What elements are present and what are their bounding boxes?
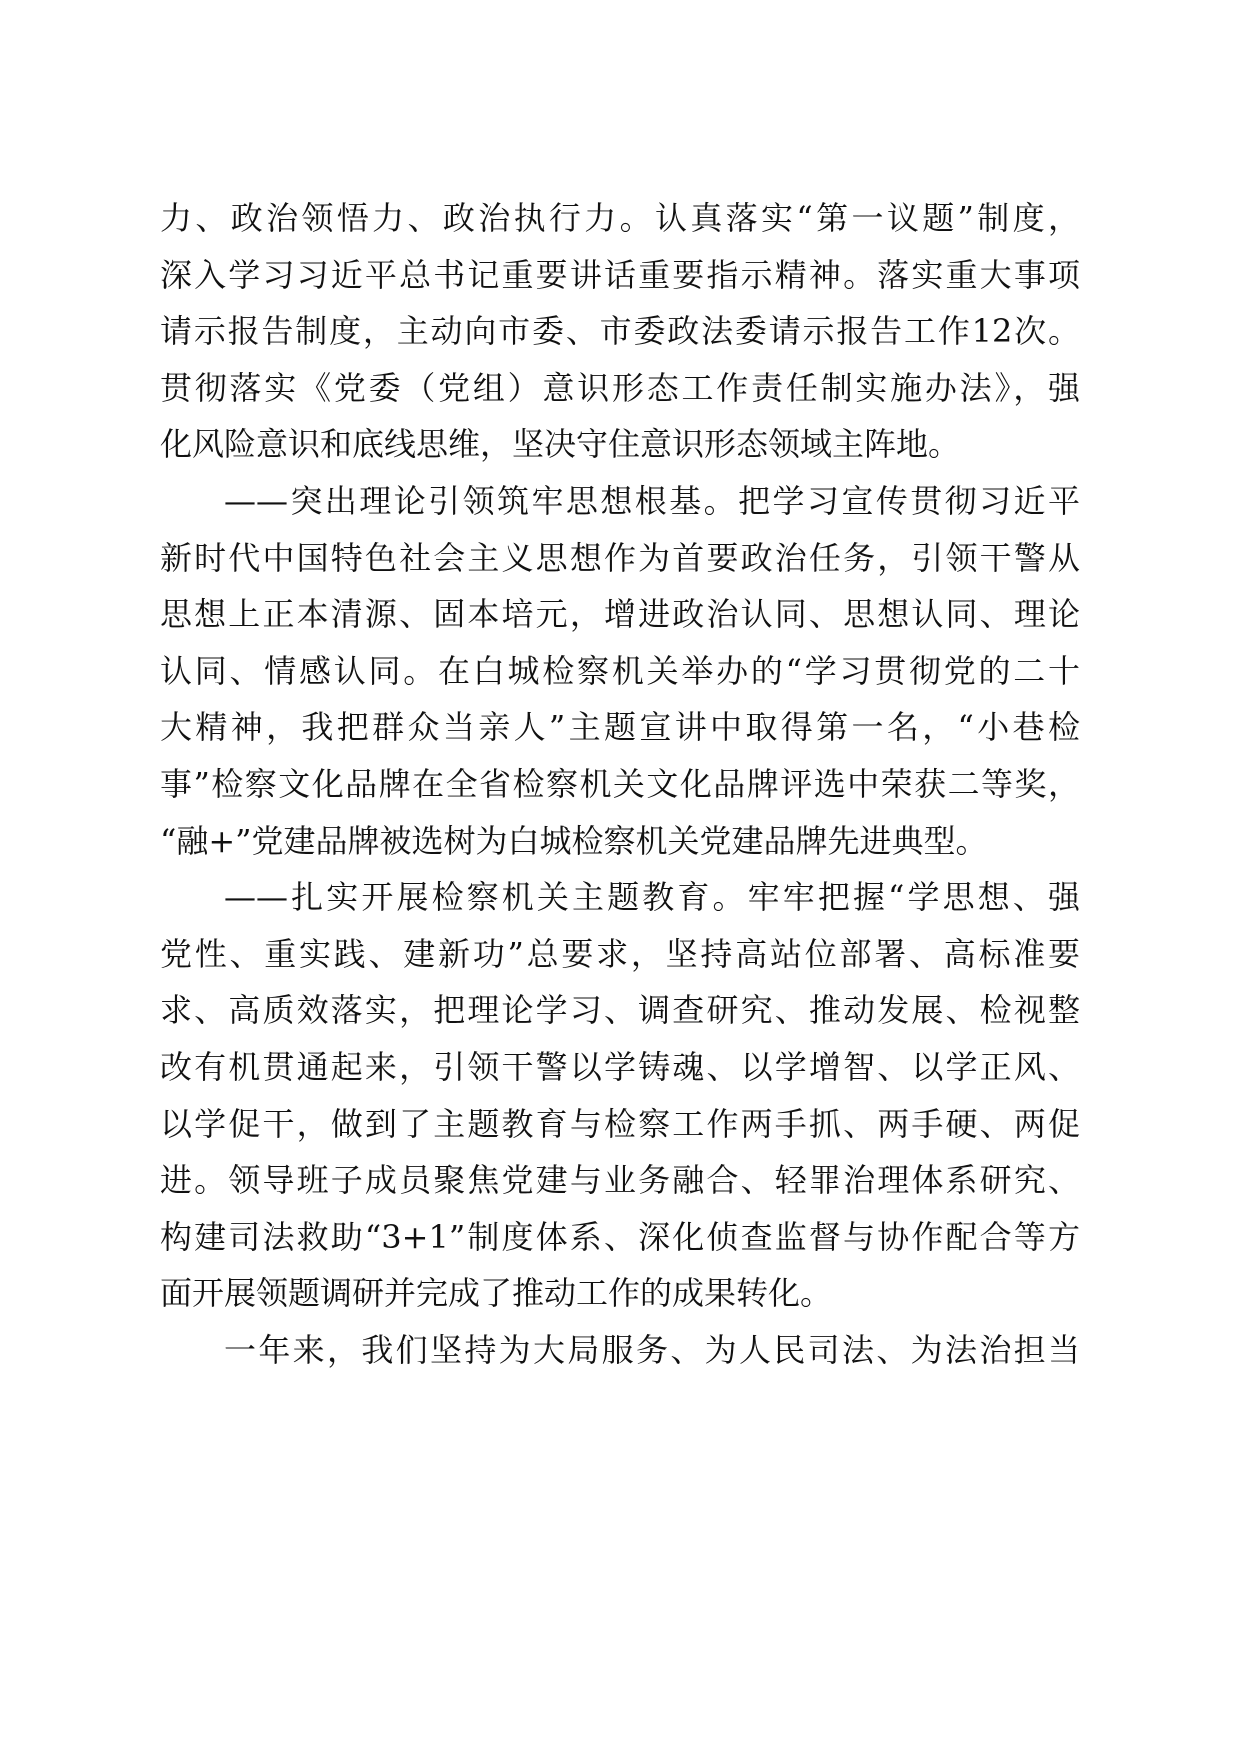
text-line: 思想上正本清源、固本培元，增进政治认同、思想认同、理论 [160,595,1080,634]
text-line: ——扎实开展检察机关主题教育。牢牢把握“学思想、强 [224,878,1080,917]
text-line: “融+”党建品牌被选树为白城检察机关党建品牌先进典型。 [160,821,988,860]
text-line: 化风险意识和底线思维，坚决守住意识形态领域主阵地。 [160,425,961,464]
text-line: 事”检察文化品牌在全省检察机关文化品牌评选中荣获二等奖， [160,764,1080,803]
text-line: 新时代中国特色社会主义思想作为首要政治任务，引领干警从 [160,538,1080,577]
text-line: 请示报告制度，主动向市委、市委政法委请示报告工作12次。 [160,312,1080,351]
text-line: 以学促干，做到了主题教育与检察工作两手抓、两手硬、两促 [160,1104,1080,1143]
text-line: 贯彻落实《党委（党组）意识形态工作责任制实施办法》，强 [160,368,1080,407]
text-line: 党性、重实践、建新功”总要求，坚持高站位部署、高标准要 [160,934,1080,973]
text-line: 深入学习习近平总书记重要讲话重要指示精神。落实重大事项 [160,255,1080,294]
text-line: ——突出理论引领筑牢思想根基。把学习宣传贯彻习近平 [224,481,1080,520]
text-line: 认同、情感认同。在白城检察机关举办的“学习贯彻党的二十 [160,651,1080,690]
text-line: 改有机贯通起来，引领干警以学铸魂、以学增智、以学正风、 [160,1047,1080,1086]
text-line: 面开展领题调研并完成了推动工作的成果转化。 [160,1274,833,1313]
text-line: 一年来，我们坚持为大局服务、为人民司法、为法治担当 [224,1330,1080,1369]
text-line: 进。领导班子成员聚焦党建与业务融合、轻罪治理体系研究、 [160,1161,1080,1200]
text-line: 大精神，我把群众当亲人”主题宣讲中取得第一名，“小巷检 [160,708,1080,747]
text-line: 求、高质效落实，把理论学习、调查研究、推动发展、检视整 [160,991,1080,1030]
text-line: 力、政治领悟力、政治执行力。认真落实“第一议题”制度， [160,199,1080,237]
text-line: 构建司法救助“3+1”制度体系、深化侦查监督与协作配合等方 [160,1217,1080,1256]
body-text [160,190,1080,1378]
